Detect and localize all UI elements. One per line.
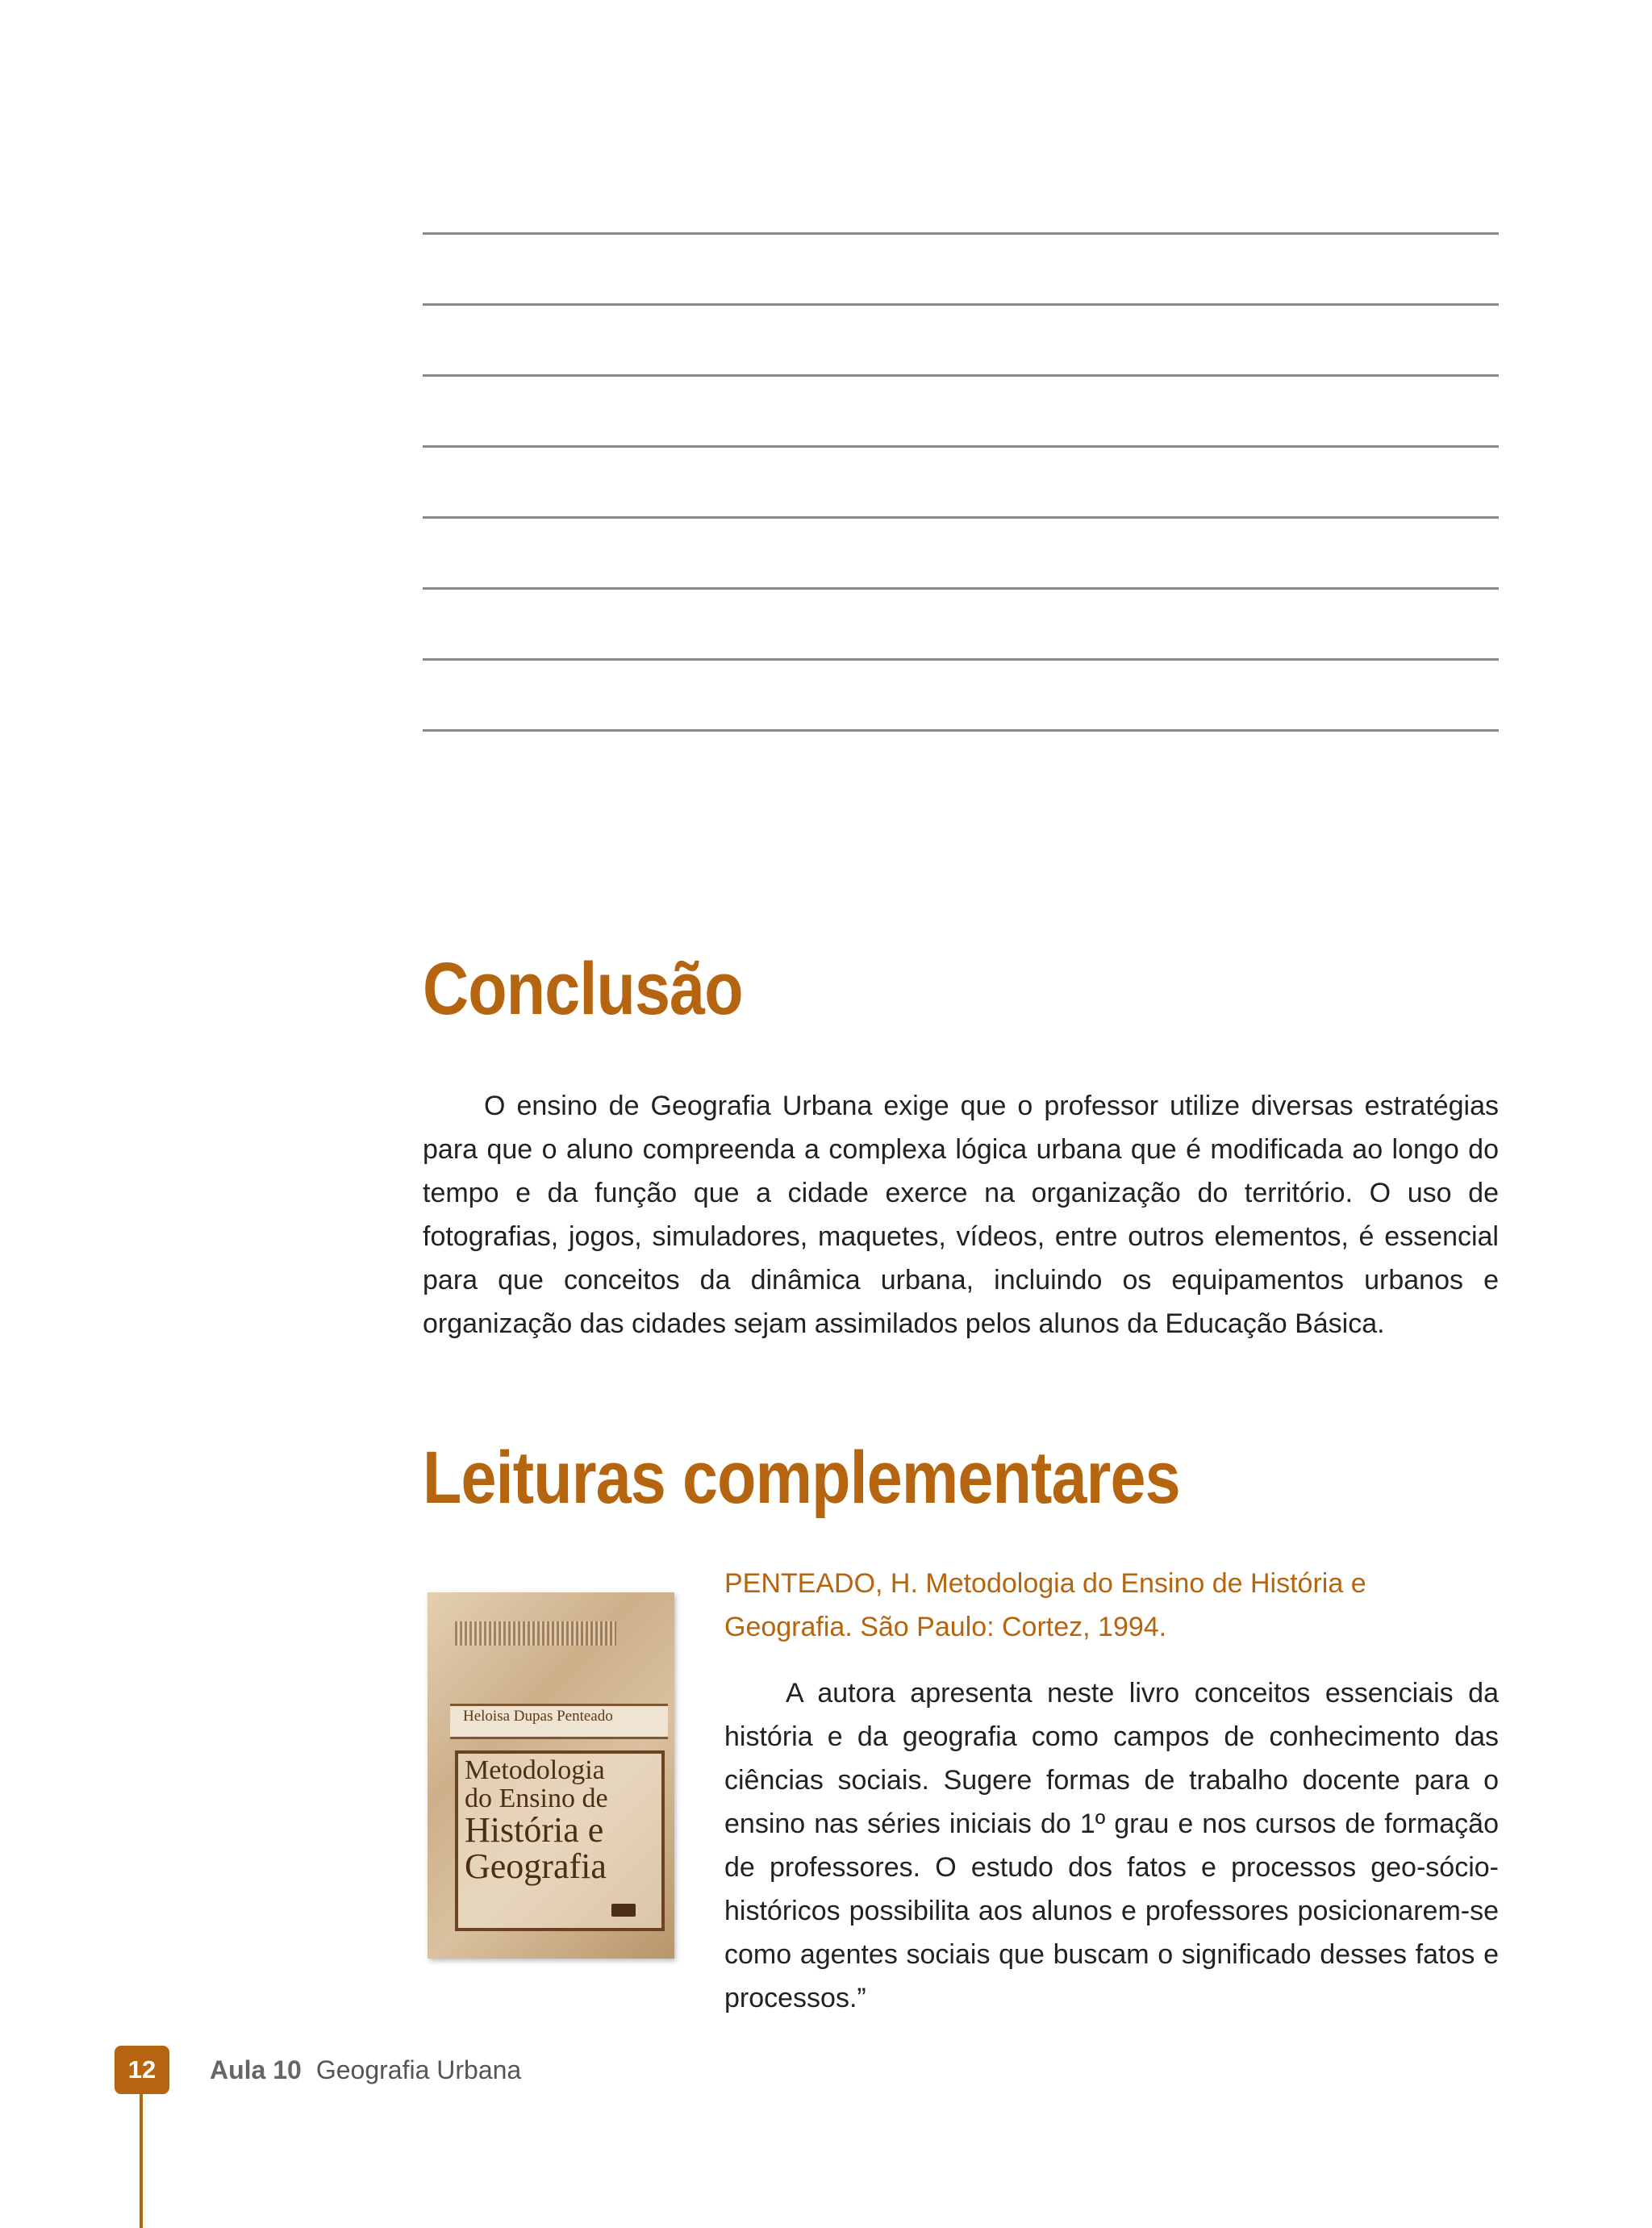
running-footer bbox=[210, 2052, 521, 2088]
footer-lesson: Aula 10 bbox=[210, 2055, 302, 2084]
page-number-badge: 12 bbox=[115, 2046, 169, 2094]
answer-line[interactable] bbox=[423, 729, 1499, 732]
answer-line[interactable] bbox=[423, 658, 1499, 661]
answer-lines bbox=[423, 232, 1499, 800]
answer-line[interactable] bbox=[423, 303, 1499, 306]
section-heading-conclusao: Conclusão bbox=[423, 948, 743, 1030]
answer-line[interactable] bbox=[423, 587, 1499, 590]
conclusao-paragraph bbox=[423, 1084, 1499, 1346]
book-cover-title bbox=[465, 1757, 658, 1885]
book-reference: PENTEADO, H. Metodologia do Ensino de História e Geografia. São Paulo: Cortez, 1994. bbox=[724, 1568, 1366, 1642]
book-cover-series-strip bbox=[455, 1621, 616, 1646]
publisher-logo-icon bbox=[611, 1904, 636, 1917]
book-description-paragraph bbox=[724, 1671, 1499, 2020]
answer-line[interactable] bbox=[423, 445, 1499, 448]
book-cover-image bbox=[428, 1592, 674, 1959]
book-cover-title-line: do Ensino de bbox=[465, 1783, 608, 1813]
book-cover-title-line: História e bbox=[465, 1810, 604, 1850]
answer-line[interactable] bbox=[423, 374, 1499, 377]
book-description-text: A autora apresenta neste livro conceitos essenciais da história e da geografia como campos de conhecimento das ciências sociais. Sugere formas de trabalho docente para o ensino nas séries iniciais do 1º grau e nos cursos de formação de professores. O estudo dos fatos e processos geo-sócio-históricos possibilita aos alunos e professores posicionarem-se como agentes sociais que buscam o significado desses fatos e processos.” bbox=[724, 1678, 1499, 2013]
book-cover-title-line: Metodologia bbox=[465, 1755, 605, 1785]
book-cover-title-line: Geografia bbox=[465, 1846, 607, 1887]
answer-line[interactable] bbox=[423, 232, 1499, 235]
footer-subject: Geografia Urbana bbox=[315, 2055, 522, 2084]
section-heading-leituras: Leituras complementares bbox=[423, 1437, 1180, 1519]
book-cover-author: Heloisa Dupas Penteado bbox=[463, 1708, 613, 1725]
footer-vertical-rule bbox=[140, 2094, 143, 2228]
conclusao-text: O ensino de Geografia Urbana exige que o professor utilize diversas estratégias para que o aluno compreenda a complexa lógica urbana que é modificada ao longo do tempo e da função que a cidade exerce na organização do território. O uso de fotografias, jogos, simuladores, maquetes, vídeos, entre outros elementos, é essencial para que conceitos da dinâmica urbana, incluindo os equipamentos urbanos e organização das cidades sejam assimilados pelos alunos da Educação Básica. bbox=[423, 1091, 1499, 1339]
answer-line[interactable] bbox=[423, 516, 1499, 519]
